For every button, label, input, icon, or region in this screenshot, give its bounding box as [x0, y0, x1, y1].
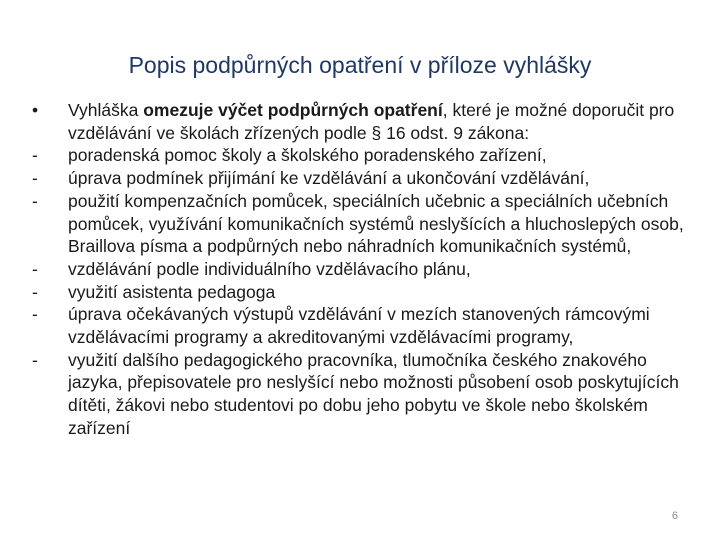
page-number: 6: [671, 510, 678, 522]
list-item-text: použití kompenzačních pomůcek, speciálních učebnic a speciálních učebních pomůcek, využívání komunikačních systémů neslyšících a hluchoslepých osob, Braillova písma a podpůrných nebo náhradních komunikačních systémů,: [68, 190, 684, 257]
list-item-text: poradenská pomoc školy a školského poradenského zařízení,: [68, 145, 547, 166]
list-item: [30, 281, 690, 304]
dash-marker: -: [32, 190, 38, 211]
list-item: [30, 144, 690, 167]
list-item-text: úprava očekávaných výstupů vzdělávání v mezích stanovených rámcovými vzdělávacími programy a akreditovanými vzdělávacími programy,: [68, 304, 650, 348]
list-item: [30, 258, 690, 281]
slide-title: Popis podpůrných opatření v příloze vyhlášky: [128, 52, 592, 78]
dash-marker: -: [32, 258, 38, 279]
list-item-text: úprava podmínek přijímání ke vzdělávání a ukončování vzdělávání,: [68, 168, 590, 189]
dash-marker: -: [32, 281, 38, 302]
list-item: [30, 167, 690, 190]
dash-marker: -: [32, 145, 38, 166]
list-item-text: využití dalšího pedagogického pracovníka, tlumočníka českého znakového jazyka, přepisovatele pro neslyšící nebo možnosti působení osob poskytujících dítěti, žákovi nebo studentovi po dobu jeho pobytu ve škole nebo školském zařízení: [68, 349, 679, 438]
intro-text-before: Vyhláška: [68, 100, 144, 120]
list-item: [30, 303, 690, 348]
list-item: [30, 190, 690, 258]
list-item: [30, 349, 690, 440]
dash-marker: -: [32, 304, 38, 325]
list-item-text: využití asistenta pedagoga: [68, 281, 276, 302]
dash-marker: -: [32, 349, 38, 370]
dash-marker: -: [32, 168, 38, 189]
intro-bullet: [30, 99, 690, 144]
measures-list: [30, 144, 690, 439]
bullet-marker: •: [32, 100, 39, 120]
list-item-text: vzdělávání podle individuálního vzdělávacího plánu,: [68, 258, 471, 279]
intro-text-after: , které je možné doporučit pro vzdělávání ve školách zřízených podle § 16 odst. 9 zákona:: [68, 100, 675, 143]
intro-text-bold: omezuje výčet podpůrných opatření: [143, 100, 443, 120]
slide-content: [30, 99, 690, 440]
